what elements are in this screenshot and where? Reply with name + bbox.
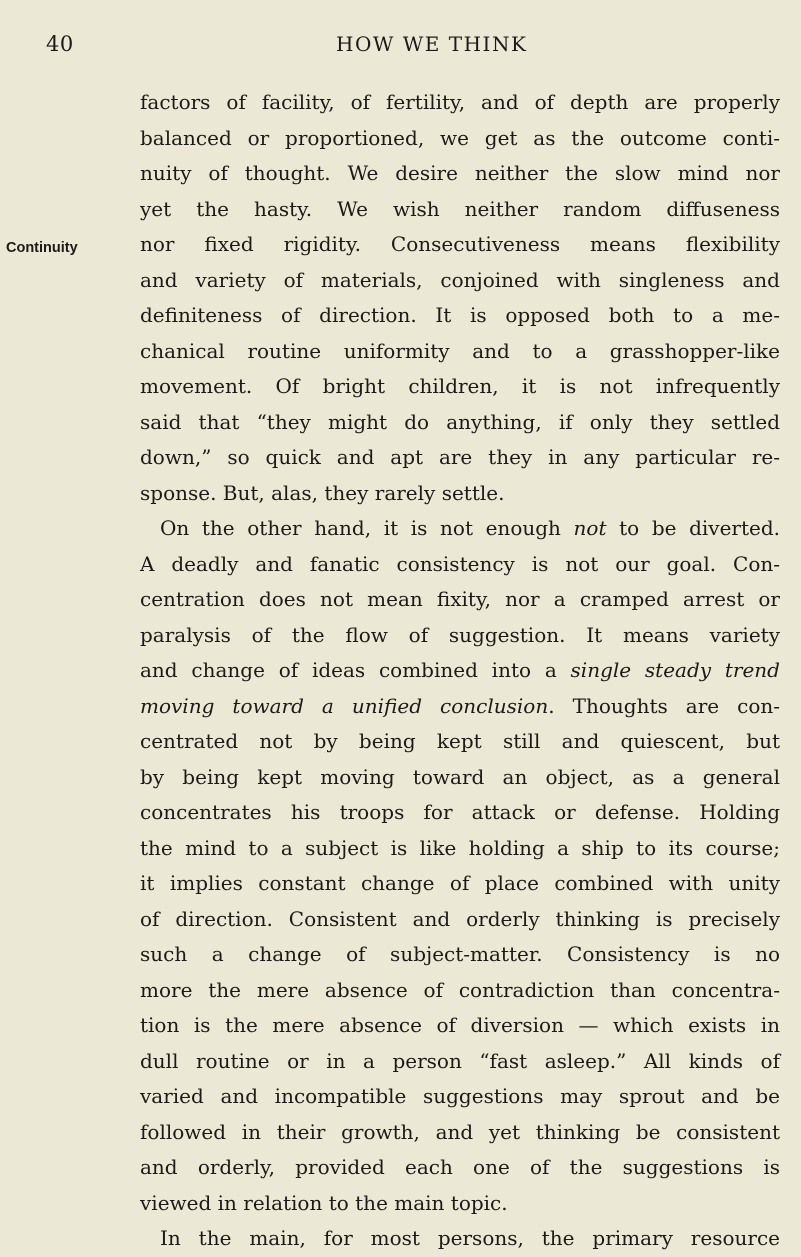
text-line <box>140 85 780 121</box>
text-line <box>140 334 780 370</box>
text-line <box>140 440 780 476</box>
text-line <box>140 1008 780 1044</box>
text-line <box>140 1044 780 1080</box>
text-segment: the mind to a subject is like holding a ship to its course; <box>140 835 780 860</box>
text-line <box>140 121 780 157</box>
text-line <box>140 689 780 725</box>
text-line <box>140 653 780 689</box>
italic-phrase: moving toward a unified conclusion <box>140 693 549 718</box>
text-segment: centrated not by being kept still and quiescent, but <box>140 729 780 753</box>
text-line <box>140 1115 780 1151</box>
italic-phrase: not <box>573 516 607 540</box>
text-line <box>140 973 780 1009</box>
text-line <box>140 511 780 547</box>
text-segment: In the main, for most persons, the primary resource <box>160 1226 780 1250</box>
text-segment: nor fixed rigidity. Consecutiveness means flexibility <box>140 232 780 256</box>
text-segment: sponse. But, alas, they rarely settle. <box>140 480 505 505</box>
text-line <box>140 227 780 263</box>
text-segment: movement. Of bright children, it is not infrequently <box>140 374 780 398</box>
text-line <box>140 298 780 334</box>
text-segment: . Thoughts are con- <box>548 693 781 718</box>
text-segment: dull routine or in a person “fast asleep.” All kinds of <box>140 1048 780 1073</box>
text-segment: chanical routine uniformity and to a grasshopper-like <box>140 338 780 363</box>
text-line <box>140 902 780 938</box>
text-segment: said that “they might do anything, if only they settled <box>140 409 780 434</box>
text-segment: On the other hand, it is not enough <box>160 516 574 540</box>
text-segment: viewed in relation to the main topic. <box>140 1190 508 1215</box>
text-segment: of direction. Consistent and orderly thinking is precisely <box>140 906 780 931</box>
text-line <box>140 192 780 228</box>
text-segment: yet the hasty. We wish neither random diffuseness <box>140 196 780 221</box>
text-segment: centration does not mean fixity, nor a cramped arrest or <box>140 587 780 611</box>
text-segment: and change of ideas combined into a <box>140 658 571 682</box>
margin-note: Continuity <box>6 240 78 256</box>
text-segment: down,” so quick and apt are they in any particular re- <box>140 445 780 469</box>
text-line <box>140 1186 780 1222</box>
text-line <box>140 547 780 583</box>
running-head: HOW WE THINK <box>336 32 528 56</box>
text-segment: paralysis of the flow of suggestion. It means variety <box>140 622 780 647</box>
text-segment: such a change of subject-matter. Consistency is no <box>140 942 780 966</box>
text-segment: more the mere absence of contradiction than concentra- <box>140 977 780 1002</box>
text-segment: nuity of thought. We desire neither the slow mind nor <box>140 161 780 185</box>
text-segment: A deadly and fanatic consistency is not our goal. Con- <box>140 551 780 576</box>
text-segment: by being kept moving toward an object, as a general <box>140 764 780 789</box>
text-line <box>140 724 780 760</box>
text-line <box>140 476 780 512</box>
text-segment: and orderly, provided each one of the suggestions is <box>140 1155 780 1179</box>
text-segment: and variety of materials, conjoined with singleness and <box>140 267 780 292</box>
page-number: 40 <box>46 32 74 56</box>
text-segment: concentrates his troops for attack or defense. Holding <box>140 800 780 824</box>
text-line <box>140 795 780 831</box>
text-line <box>140 263 780 299</box>
text-line <box>140 937 780 973</box>
text-line <box>140 1221 780 1257</box>
text-segment: it implies constant change of place combined with unity <box>140 871 780 895</box>
text-segment: balanced or proportioned, we get as the outcome conti- <box>140 125 780 150</box>
text-line <box>140 369 780 405</box>
italic-phrase: single steady trend <box>570 658 780 682</box>
text-segment: followed in their growth, and yet thinking be consistent <box>140 1119 780 1144</box>
text-line <box>140 156 780 192</box>
text-line <box>140 618 780 654</box>
text-segment: varied and incompatible suggestions may sprout and be <box>140 1084 780 1108</box>
text-segment: to be diverted. <box>606 516 781 540</box>
text-line <box>140 866 780 902</box>
text-segment: factors of facility, of fertility, and of depth are properly <box>140 90 780 114</box>
text-line <box>140 760 780 796</box>
body-text <box>140 85 780 1257</box>
text-line <box>140 831 780 867</box>
text-line <box>140 1079 780 1115</box>
text-line <box>140 582 780 618</box>
text-segment: tion is the mere absence of diversion — which exists in <box>140 1013 780 1037</box>
text-line <box>140 405 780 441</box>
text-line <box>140 1150 780 1186</box>
text-segment: definiteness of direction. It is opposed both to a me- <box>140 303 780 327</box>
